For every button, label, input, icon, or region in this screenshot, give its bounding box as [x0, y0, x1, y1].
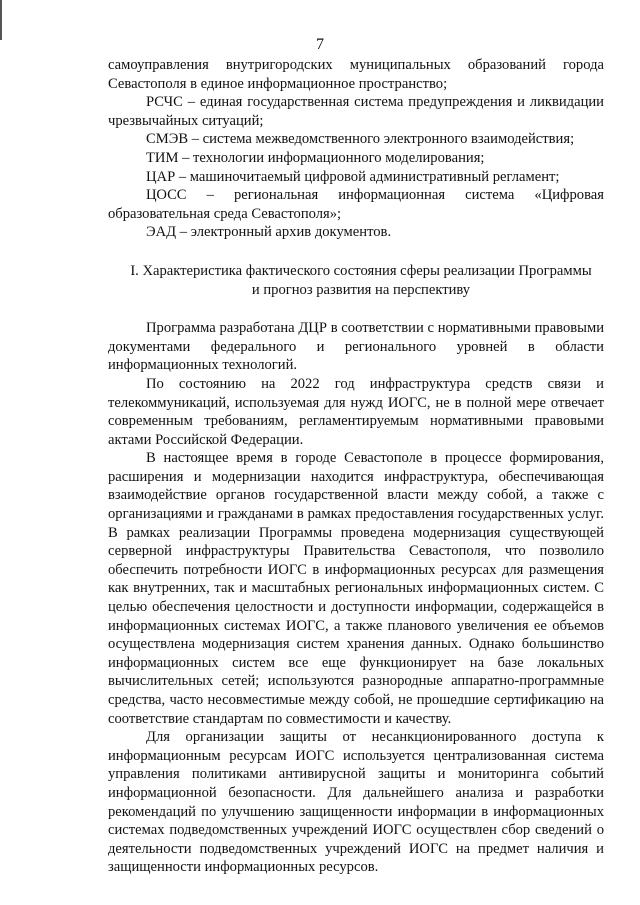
body-paragraph: По состоянию на 2022 год инфраструктура средств связи и телекоммуникаций, используемая для нужд ИОГС, не в полной мере отвечает современным требованиям, регламентируемым нормативными правовыми актами Российской Федерации.: [108, 375, 604, 448]
abbreviation-item: ЦОСС – региональная информационная система «Цифровая образовательная среда Севастополя»;: [108, 187, 604, 222]
body-paragraph: Программа разработана ДЦР в соответствии с нормативными правовыми документами федерального и регионального уровней в области информационных технологий.: [108, 320, 604, 374]
page-number: 7: [316, 36, 324, 53]
abbreviation-item: ТИМ – технологии информационного моделирования;: [146, 149, 485, 166]
abbreviation-item: РСЧС – единая государственная система предупреждения и ликвидации чрезвычайных ситуаций;: [108, 94, 604, 129]
document-body: [108, 56, 604, 877]
section-heading-line: I. Характеристика фактического состояния сферы реализации Программы: [130, 262, 592, 279]
body-paragraph: В настоящее время в городе Севастополе в процессе формирования, расширения и модернизации находится инфраструктура, обеспечивающая взаимодействие органов государственной власти между собой, а также с организациями и гражданами в рамках предоставления государственных услуг. В рамках реализации Программы проведена модернизация существующей серверной инфраструктуры Правительства Севастополя, что позволило обеспечить потребности ИОГС в информационных ресурсах для размещения как внутренних, так и масштабных региональных информационных систем. С целью обеспечения целостности и доступности информации, содержащейся в информационных системах ИОГС, а также планового увеличения ее объемов осуществлена модернизация систем хранения данных. Однако большинство информационных систем все еще функционирует на базе локальных вычислительных сетей; используются разнородные аппаратно-программные средства, часто несовместимые между собой, не прошедшие сертификацию на соответствие стандартам по совместимости и качеству.: [108, 450, 604, 727]
section-heading: [108, 262, 604, 299]
abbreviation-item: ЭАД – электронный архив документов.: [146, 224, 392, 241]
abbreviation-item: ЦАР – машиночитаемый цифровой административный регламент;: [146, 168, 560, 185]
section-heading-line: и прогноз развития на перспективу: [251, 281, 471, 298]
abbreviation-item: СМЭВ – система межведомственного электронного взаимодействия;: [146, 131, 575, 148]
abbreviation-item: самоуправления внутригородских муниципальных образований города Севастополя в единое информационное пространство;: [108, 57, 604, 92]
page-edge-mark: [0, 0, 2, 40]
body-paragraph: Для организации защиты от несанкционированного доступа к информационным ресурсам ИОГС используется централизованная система управления политиками антивирусной защиты и мониторинга событий информационной безопасности. Для дальнейшего анализа и разработки рекомендаций по улучшению защищенности информации в информационных системах подведомственных учреждений ИОГС осуществлен сбор сведений о деятельности подведомственных учреждений ИОГС на предмет наличия и защищенности информационных ресурсов.: [108, 729, 604, 876]
